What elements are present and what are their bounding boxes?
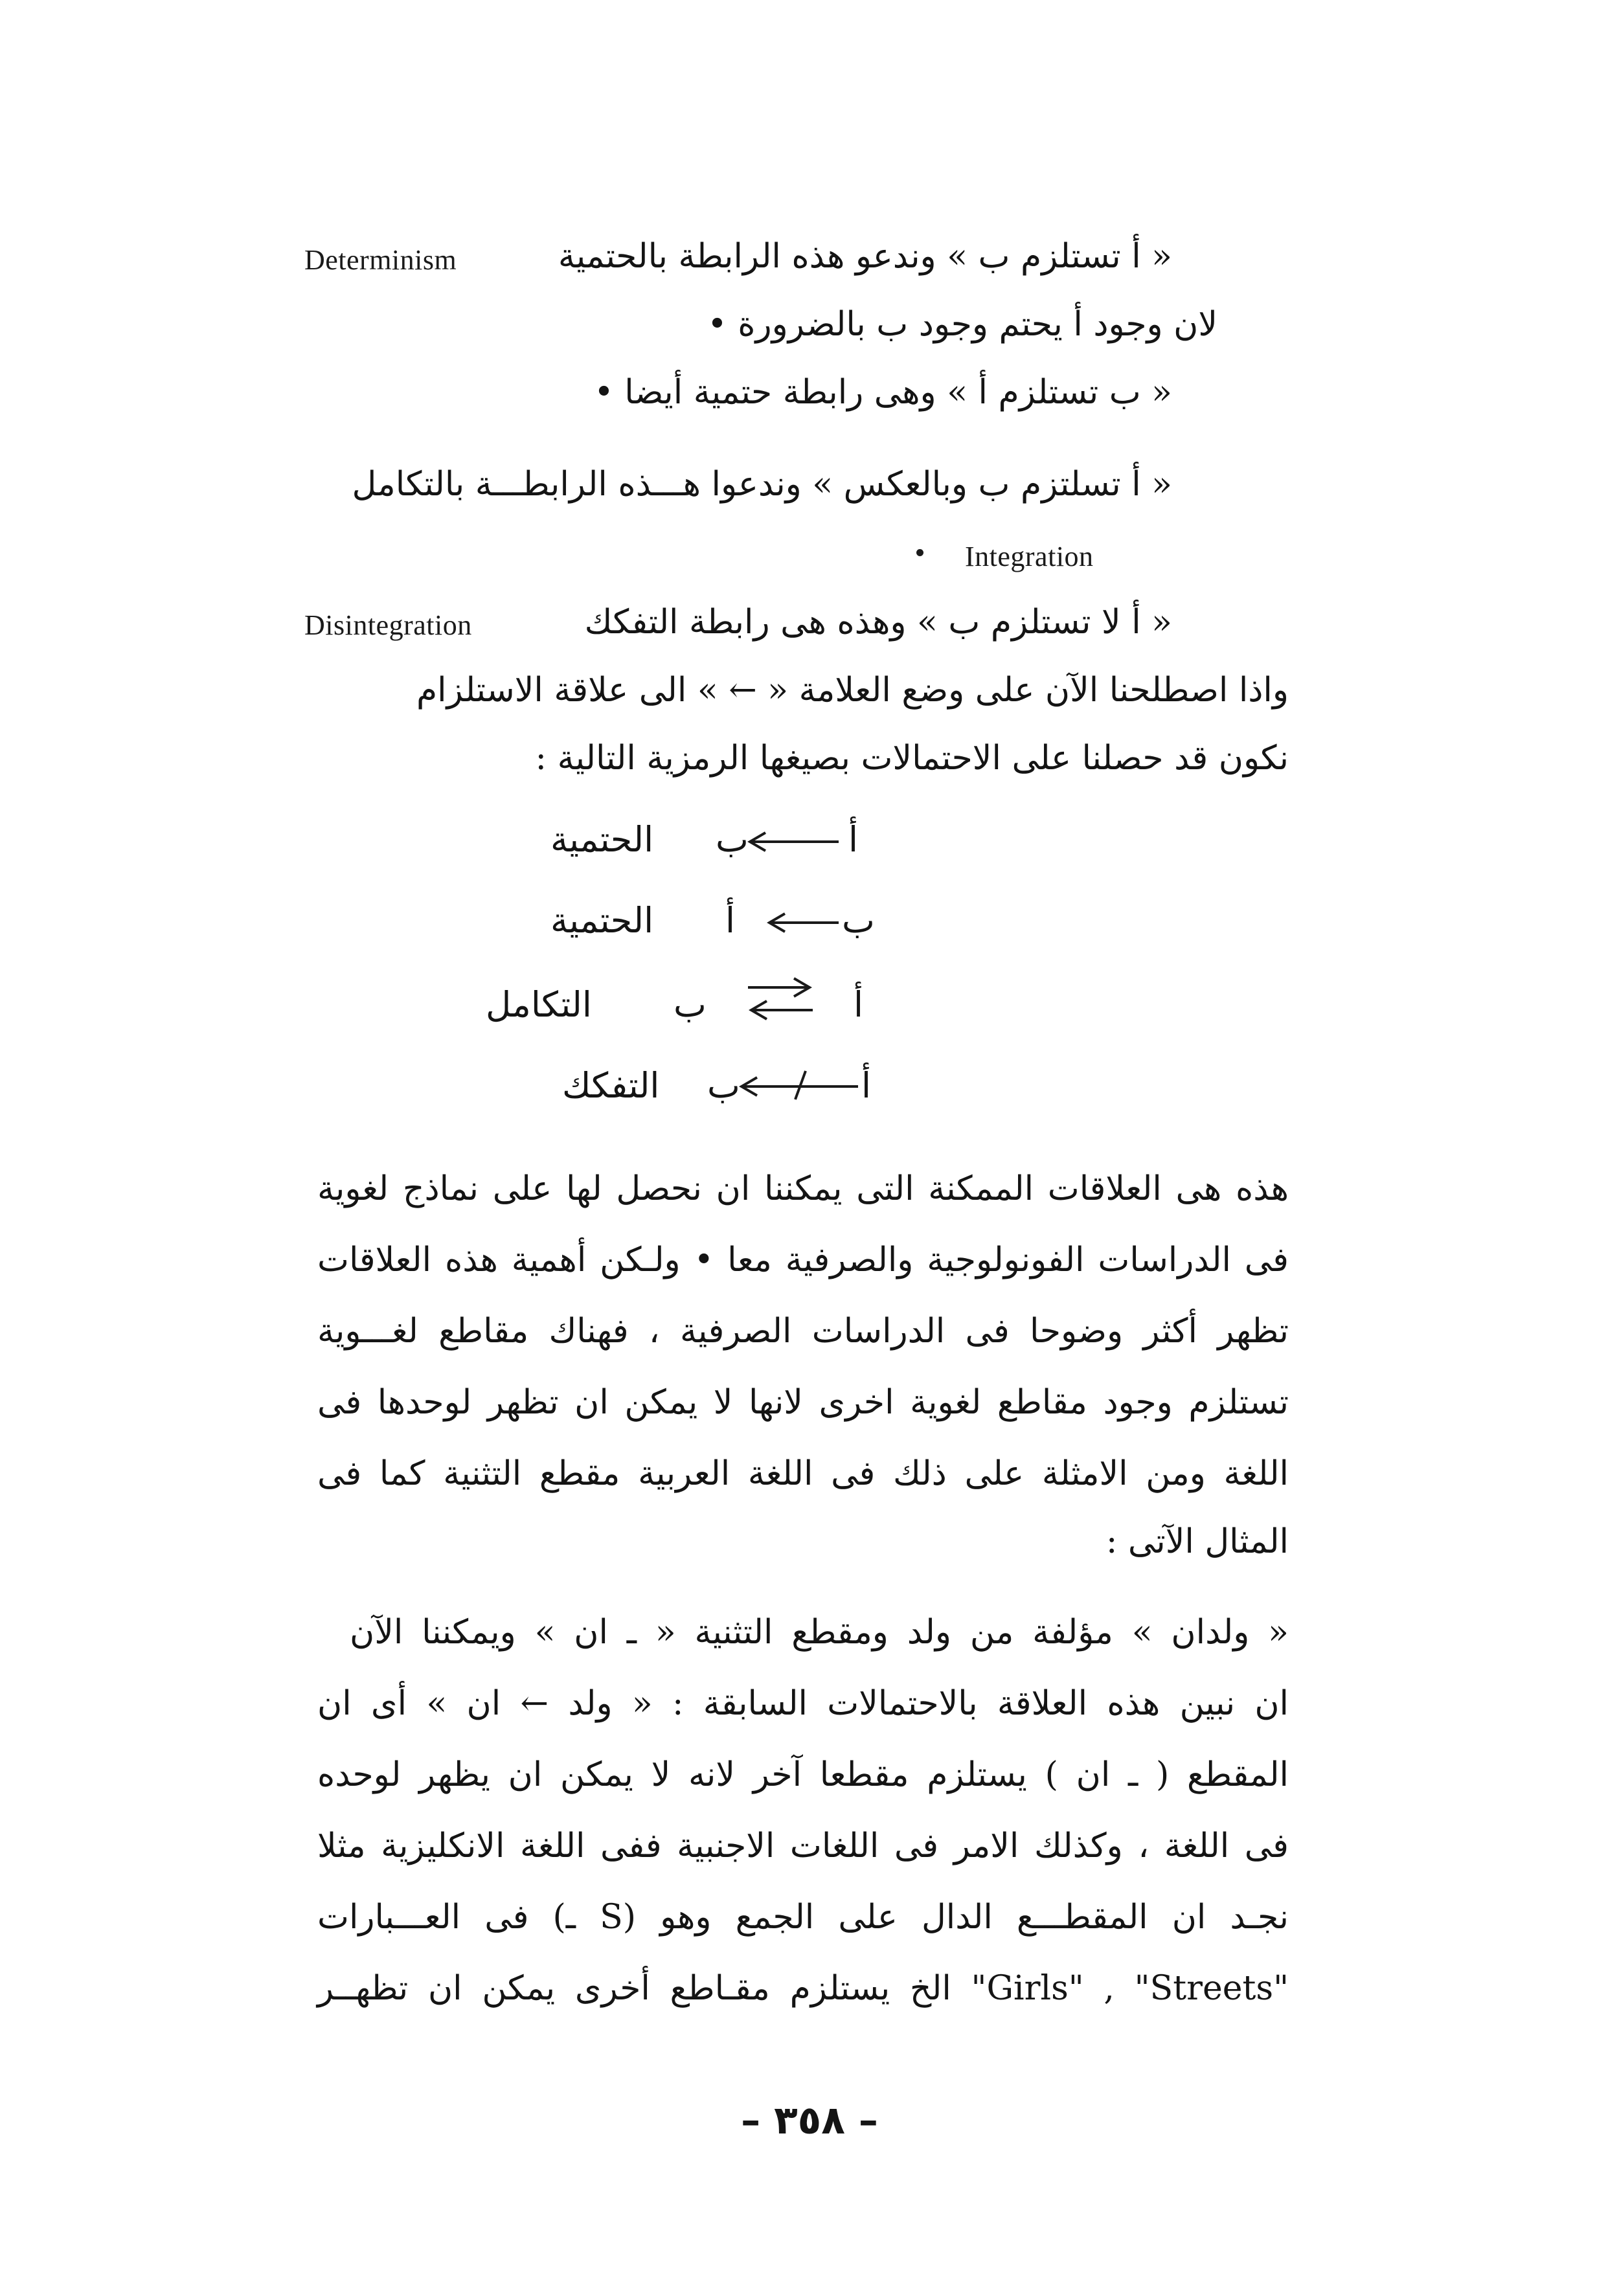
page-number: – ٣٥٨ –: [741, 2098, 878, 2143]
intro-line-2: نكون قد حصلنا على الاحتمالات بصيغها الرمزية التالية :: [535, 739, 1289, 778]
formula-1-right: ب: [716, 819, 749, 860]
paragraph-2-line: "Girls" , "Streets" الخ يستلزم مقـاطع أخرى يمكن ان تظهــر: [317, 1969, 1289, 2008]
definition-converse-determinism: « ب تستلزم أ » وهى رابطة حتمية أيضا •: [594, 373, 1172, 412]
paragraph-2-line: ان نبين هذه العلاقة بالاحتمالات السابقة : « ولد ← ان » أى ان: [317, 1684, 1289, 1723]
definition-disintegration-arabic: « أ لا تستلزم ب » وهذه هى رابطة التفكك: [584, 603, 1172, 642]
paragraph-1-line: تظهر أكثر وضوحا فى الدراسات الصرفية ، فهناك مقاطع لغـــوية: [317, 1312, 1289, 1351]
definition-integration-english: Integration: [965, 541, 1094, 572]
paragraph-1-line: فى الدراسات الفونولوجية والصرفية معا • ولـكن أهمية هذه العلاقات: [317, 1241, 1289, 1279]
formula-3-left: أ: [854, 984, 864, 1025]
left-arrow-icon: [745, 829, 842, 855]
paragraph-1-line: تستلزم وجود مقاطع لغوية اخرى لانها لا يمكن ان تظهر لوحدها فى: [317, 1383, 1289, 1422]
formula-1-label: الحتمية: [550, 819, 654, 860]
formula-3-label: التكامل: [486, 984, 592, 1025]
formula-2-right: أ: [725, 900, 736, 941]
formula-4-left: أ: [861, 1065, 872, 1106]
double-arrow-icon: [745, 974, 816, 1023]
left-arrow-icon: [764, 910, 842, 936]
paragraph-2-line: نجـد ان المقطـــع الدال على الجمع وهو (S ـ) فى العـــبارات: [317, 1898, 1289, 1937]
intro-line-1: واذا اصطلحنا الآن على وضع العلامة « ← » الى علاقة الاستلزام: [416, 671, 1289, 710]
negated-arrow-icon: [738, 1068, 861, 1101]
definition-disintegration-english: Disintegration: [304, 609, 472, 641]
paragraph-1-line: هذه هى العلاقات الممكنة التى يمكننا ان نحصل لها على نماذج لغوية: [317, 1169, 1289, 1208]
formula-4-right: ب: [707, 1065, 740, 1106]
formula-2-label: الحتمية: [550, 900, 654, 941]
paragraph-1-line: المثال الآتى :: [1105, 1522, 1289, 1561]
definition-integration-arabic: « أ تسلتزم ب وبالعكس » وندعوا هـــذه الرابطـــة بالتكامل: [352, 465, 1172, 504]
formula-3-right: ب: [674, 984, 707, 1025]
paragraph-1-line: اللغة ومن الامثلة على ذلك فى اللغة العربية مقطع التثنية كما فى: [317, 1454, 1289, 1493]
paragraph-2-line: فى اللغة ، وكذلك الامر فى اللغات الاجنبية ففى اللغة الانكليزية مثلا: [317, 1827, 1289, 1865]
definition-determinism-english: Determinism: [304, 244, 457, 276]
formula-2-left: ب: [842, 900, 875, 941]
paragraph-2-line: « ولدان » مؤلفة من ولد ومقطع التثنية « ـ ان » ويمكننا الآن: [350, 1613, 1289, 1652]
formula-1-left: أ: [848, 819, 859, 860]
definition-determinism-arabic: « أ تستلزم ب » وندعو هذه الرابطة بالحتمية: [558, 237, 1172, 276]
bullet-dot: [916, 549, 923, 556]
paragraph-2-line: المقطع ( ـ ان ) يستلزم مقطعا آخر لانه لا يمكن ان يظهر لوحده: [317, 1755, 1289, 1794]
definition-determinism-explanation: لان وجود أ يحتم وجود ب بالضرورة •: [707, 305, 1217, 344]
formula-4-label: التفكك: [562, 1065, 660, 1106]
